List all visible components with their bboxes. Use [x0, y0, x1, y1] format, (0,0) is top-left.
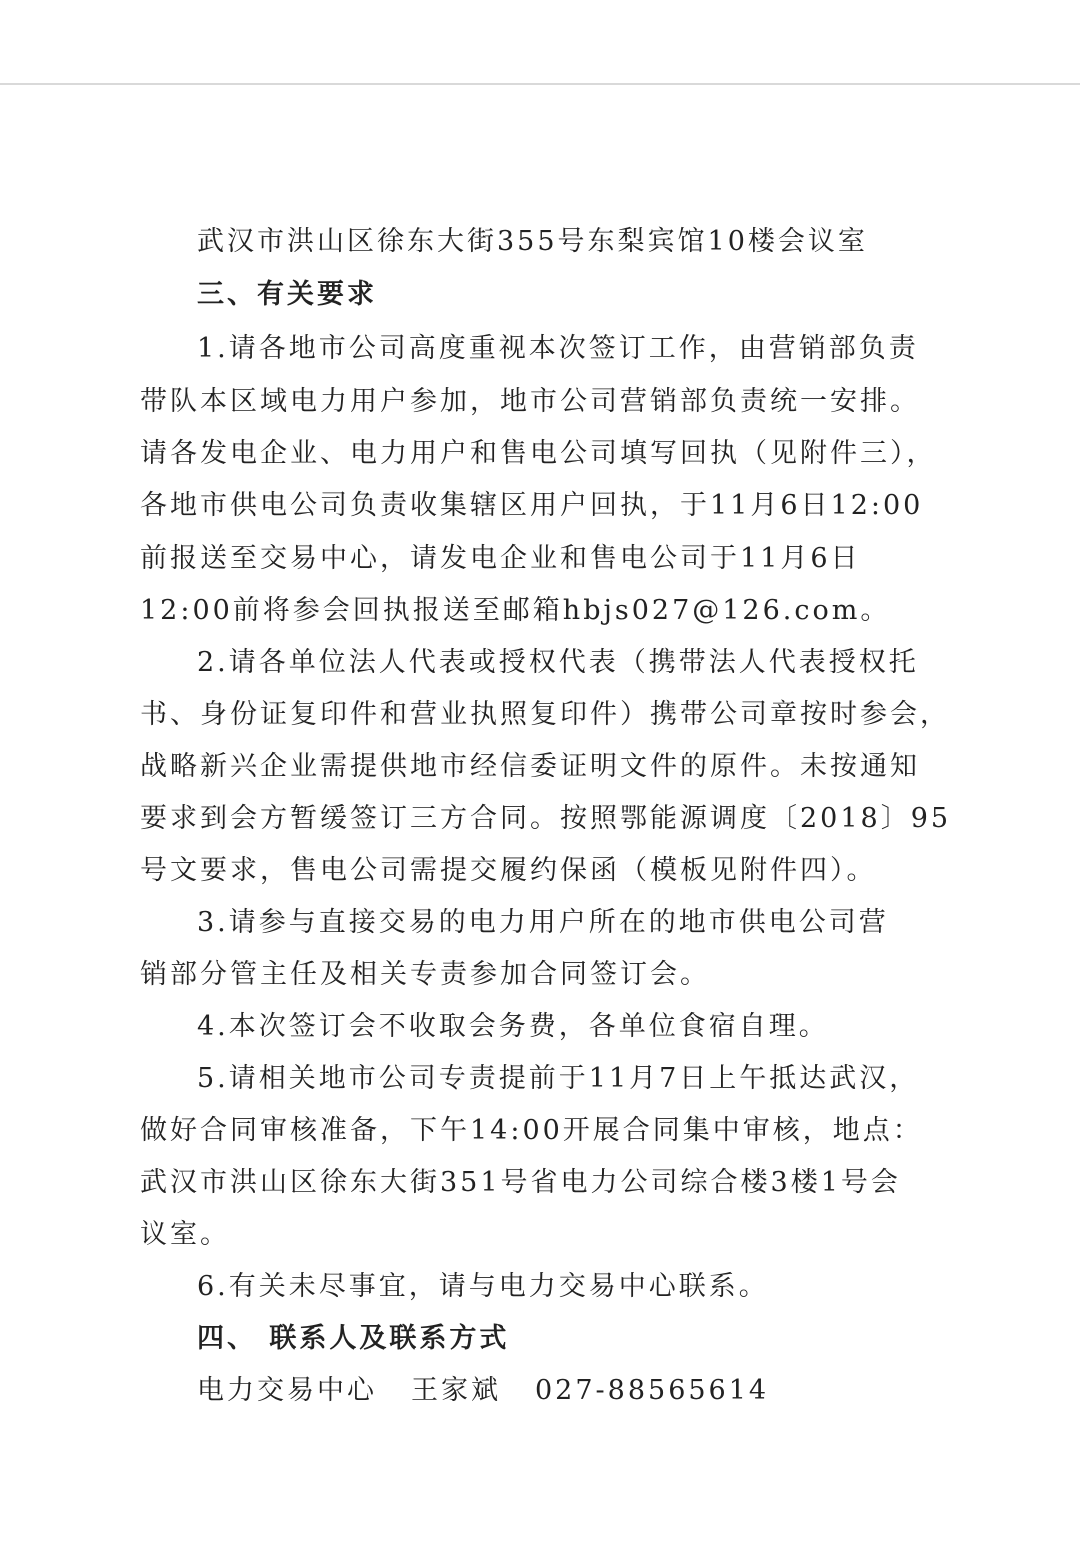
item-2-line-2: 书、身份证复印件和营业执照复印件）携带公司章按时参会， — [140, 699, 950, 730]
section-4-heading: 四、 联系人及联系方式 — [197, 1323, 510, 1354]
item-1-line-4: 各地市供电公司负责收集辖区用户回执，于11月6日12:00 — [140, 490, 924, 521]
venue-line: 武汉市洪山区徐东大街355号东梨宾馆10楼会议室 — [197, 226, 868, 257]
scan-top-edge — [0, 83, 1080, 85]
item-2-line-3: 战略新兴企业需提供地市经信委证明文件的原件。未按通知 — [140, 751, 920, 782]
item-1-line-2: 带队本区域电力用户参加，地市公司营销部负责统一安排。 — [140, 386, 920, 417]
item-5-line-4: 议室。 — [140, 1219, 230, 1250]
item-5-line-2: 做好合同审核准备，下午14:00开展合同集中审核，地点： — [140, 1115, 923, 1146]
item-4-line-1: 4.本次签订会不收取会务费，各单位食宿自理。 — [197, 1011, 829, 1042]
contact-name: 王家斌 — [411, 1375, 501, 1406]
section-3-heading: 三、有关要求 — [197, 279, 377, 310]
item-1-line-1: 1.请各地市公司高度重视本次签订工作，由营销部负责 — [197, 333, 919, 364]
contact-phone: 027-88565614 — [535, 1375, 770, 1406]
item-3-line-1: 3.请参与直接交易的电力用户所在的地市供电公司营 — [197, 907, 889, 938]
item-3-line-2: 销部分管主任及相关专责参加合同签订会。 — [140, 959, 710, 990]
contact-org: 电力交易中心 — [197, 1375, 377, 1406]
item-5-line-3: 武汉市洪山区徐东大街351号省电力公司综合楼3楼1号会 — [140, 1167, 901, 1198]
item-1-line-5: 前报送至交易中心，请发电企业和售电公司于11月6日 — [140, 543, 861, 574]
item-1-line-6: 12:00前将参会回执报送至邮箱hbjs027@126.com。 — [140, 595, 891, 626]
contact-line — [197, 1374, 769, 1408]
item-5-line-1: 5.请相关地市公司专责提前于11月7日上午抵达武汉， — [197, 1063, 920, 1094]
item-1-line-3: 请各发电企业、电力用户和售电公司填写回执（见附件三）， — [140, 438, 937, 469]
item-2-line-5: 号文要求，售电公司需提交履约保函（模板见附件四）。 — [140, 855, 877, 886]
item-6-line-1: 6.有关未尽事宜，请与电力交易中心联系。 — [197, 1271, 769, 1302]
item-2-line-4: 要求到会方暂缓签订三方合同。按照鄂能源调度〔2018〕95 — [140, 803, 952, 834]
item-2-line-1: 2.请各单位法人代表或授权代表（携带法人代表授权托 — [197, 647, 919, 678]
